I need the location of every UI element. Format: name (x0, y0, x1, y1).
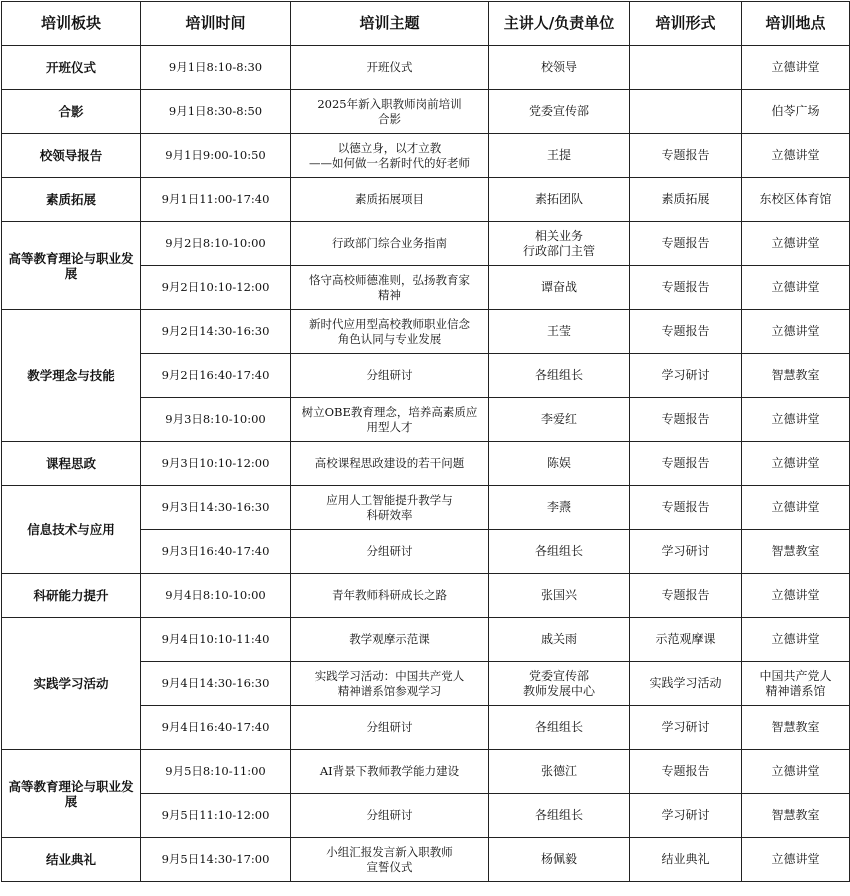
module-cell: 课程思政 (2, 442, 141, 486)
topic-cell: 应用人工智能提升教学与 科研效率 (291, 486, 489, 530)
format-cell: 专题报告 (630, 310, 742, 354)
time-cell: 9月3日8:10-10:00 (141, 398, 291, 442)
speaker-cell: 素拓团队 (489, 178, 630, 222)
header-time: 培训时间 (141, 2, 291, 46)
time-cell: 9月4日14:30-16:30 (141, 662, 291, 706)
topic-cell: 分组研讨 (291, 794, 489, 838)
topic-cell: 2025年新入职教师岗前培训 合影 (291, 90, 489, 134)
format-cell: 专题报告 (630, 486, 742, 530)
table-row (2, 750, 850, 794)
table-row (2, 178, 850, 222)
location-cell: 立德讲堂 (742, 618, 850, 662)
topic-cell: 素质拓展项目 (291, 178, 489, 222)
speaker-cell: 各组组长 (489, 794, 630, 838)
format-cell: 结业典礼 (630, 838, 742, 882)
time-cell: 9月1日8:30-8:50 (141, 90, 291, 134)
topic-cell: 树立OBE教育理念，培养高素质应 用型人才 (291, 398, 489, 442)
format-cell: 专题报告 (630, 398, 742, 442)
header-location: 培训地点 (742, 2, 850, 46)
table-row (2, 838, 850, 882)
table-row (2, 618, 850, 662)
topic-cell: 分组研讨 (291, 530, 489, 574)
location-cell: 伯苓广场 (742, 90, 850, 134)
speaker-cell: 校领导 (489, 46, 630, 90)
time-cell: 9月1日8:10-8:30 (141, 46, 291, 90)
table-row (2, 222, 850, 266)
table-row (2, 574, 850, 618)
format-cell: 素质拓展 (630, 178, 742, 222)
time-cell: 9月4日8:10-10:00 (141, 574, 291, 618)
module-cell: 信息技术与应用 (2, 486, 141, 574)
table-row (2, 442, 850, 486)
location-cell: 中国共产党人 精神谱系馆 (742, 662, 850, 706)
speaker-cell: 党委宣传部 (489, 90, 630, 134)
speaker-cell: 张德江 (489, 750, 630, 794)
format-cell: 学习研讨 (630, 530, 742, 574)
speaker-cell: 陈娱 (489, 442, 630, 486)
module-cell: 开班仪式 (2, 46, 141, 90)
topic-cell: 行政部门综合业务指南 (291, 222, 489, 266)
format-cell: 专题报告 (630, 134, 742, 178)
module-cell: 高等教育理论与职业发展 (2, 222, 141, 310)
format-cell (630, 46, 742, 90)
time-cell: 9月2日10:10-12:00 (141, 266, 291, 310)
speaker-cell: 各组组长 (489, 354, 630, 398)
time-cell: 9月5日11:10-12:00 (141, 794, 291, 838)
topic-cell: 分组研讨 (291, 706, 489, 750)
table-row (2, 90, 850, 134)
location-cell: 立德讲堂 (742, 46, 850, 90)
time-cell: 9月4日16:40-17:40 (141, 706, 291, 750)
time-cell: 9月3日14:30-16:30 (141, 486, 291, 530)
time-cell: 9月5日8:10-11:00 (141, 750, 291, 794)
training-schedule-table (1, 1, 850, 882)
format-cell: 学习研讨 (630, 706, 742, 750)
location-cell: 立德讲堂 (742, 266, 850, 310)
table-row (2, 310, 850, 354)
topic-cell: 分组研讨 (291, 354, 489, 398)
format-cell: 示范观摩课 (630, 618, 742, 662)
topic-cell: 以德立身，以才立教 ——如何做一名新时代的好老师 (291, 134, 489, 178)
module-cell: 合影 (2, 90, 141, 134)
module-cell: 实践学习活动 (2, 618, 141, 750)
topic-cell: 实践学习活动：中国共产党人 精神谱系馆参观学习 (291, 662, 489, 706)
module-cell: 素质拓展 (2, 178, 141, 222)
format-cell: 专题报告 (630, 750, 742, 794)
time-cell: 9月5日14:30-17:00 (141, 838, 291, 882)
time-cell: 9月3日10:10-12:00 (141, 442, 291, 486)
format-cell: 专题报告 (630, 574, 742, 618)
speaker-cell: 王提 (489, 134, 630, 178)
speaker-cell: 谭奋战 (489, 266, 630, 310)
speaker-cell: 戚关雨 (489, 618, 630, 662)
location-cell: 智慧教室 (742, 354, 850, 398)
location-cell: 立德讲堂 (742, 750, 850, 794)
header-topic: 培训主题 (291, 2, 489, 46)
speaker-cell: 王莹 (489, 310, 630, 354)
time-cell: 9月1日11:00-17:40 (141, 178, 291, 222)
location-cell: 立德讲堂 (742, 574, 850, 618)
time-cell: 9月2日16:40-17:40 (141, 354, 291, 398)
time-cell: 9月2日14:30-16:30 (141, 310, 291, 354)
format-cell: 专题报告 (630, 442, 742, 486)
format-cell: 专题报告 (630, 266, 742, 310)
module-cell: 结业典礼 (2, 838, 141, 882)
location-cell: 立德讲堂 (742, 486, 850, 530)
speaker-cell: 李燾 (489, 486, 630, 530)
format-cell: 实践学习活动 (630, 662, 742, 706)
time-cell: 9月3日16:40-17:40 (141, 530, 291, 574)
topic-cell: 新时代应用型高校教师职业信念 角色认同与专业发展 (291, 310, 489, 354)
table-row (2, 134, 850, 178)
location-cell: 立德讲堂 (742, 222, 850, 266)
format-cell: 学习研讨 (630, 354, 742, 398)
speaker-cell: 杨佩毅 (489, 838, 630, 882)
location-cell: 立德讲堂 (742, 134, 850, 178)
speaker-cell: 党委宣传部 教师发展中心 (489, 662, 630, 706)
location-cell: 立德讲堂 (742, 442, 850, 486)
module-cell: 高等教育理论与职业发展 (2, 750, 141, 838)
location-cell: 立德讲堂 (742, 310, 850, 354)
time-cell: 9月2日8:10-10:00 (141, 222, 291, 266)
location-cell: 智慧教室 (742, 706, 850, 750)
module-cell: 教学理念与技能 (2, 310, 141, 442)
speaker-cell: 各组组长 (489, 530, 630, 574)
location-cell: 智慧教室 (742, 794, 850, 838)
table-row (2, 46, 850, 90)
module-cell: 校领导报告 (2, 134, 141, 178)
time-cell: 9月1日9:00-10:50 (141, 134, 291, 178)
header-format: 培训形式 (630, 2, 742, 46)
speaker-cell: 各组组长 (489, 706, 630, 750)
topic-cell: 教学观摩示范课 (291, 618, 489, 662)
topic-cell: 开班仪式 (291, 46, 489, 90)
location-cell: 智慧教室 (742, 530, 850, 574)
location-cell: 立德讲堂 (742, 838, 850, 882)
topic-cell: 小组汇报发言新入职教师 宣誓仪式 (291, 838, 489, 882)
location-cell: 东校区体育馆 (742, 178, 850, 222)
module-cell: 科研能力提升 (2, 574, 141, 618)
speaker-cell: 李爱红 (489, 398, 630, 442)
format-cell: 学习研讨 (630, 794, 742, 838)
topic-cell: AI背景下教师教学能力建设 (291, 750, 489, 794)
speaker-cell: 张国兴 (489, 574, 630, 618)
topic-cell: 恪守高校师德准则，弘扬教育家 精神 (291, 266, 489, 310)
location-cell: 立德讲堂 (742, 398, 850, 442)
speaker-cell: 相关业务 行政部门主管 (489, 222, 630, 266)
format-cell: 专题报告 (630, 222, 742, 266)
format-cell (630, 90, 742, 134)
header-speaker: 主讲人/负责单位 (489, 2, 630, 46)
topic-cell: 高校课程思政建设的若干问题 (291, 442, 489, 486)
header-module: 培训板块 (2, 2, 141, 46)
table-row (2, 486, 850, 530)
time-cell: 9月4日10:10-11:40 (141, 618, 291, 662)
header-row (2, 2, 850, 46)
topic-cell: 青年教师科研成长之路 (291, 574, 489, 618)
